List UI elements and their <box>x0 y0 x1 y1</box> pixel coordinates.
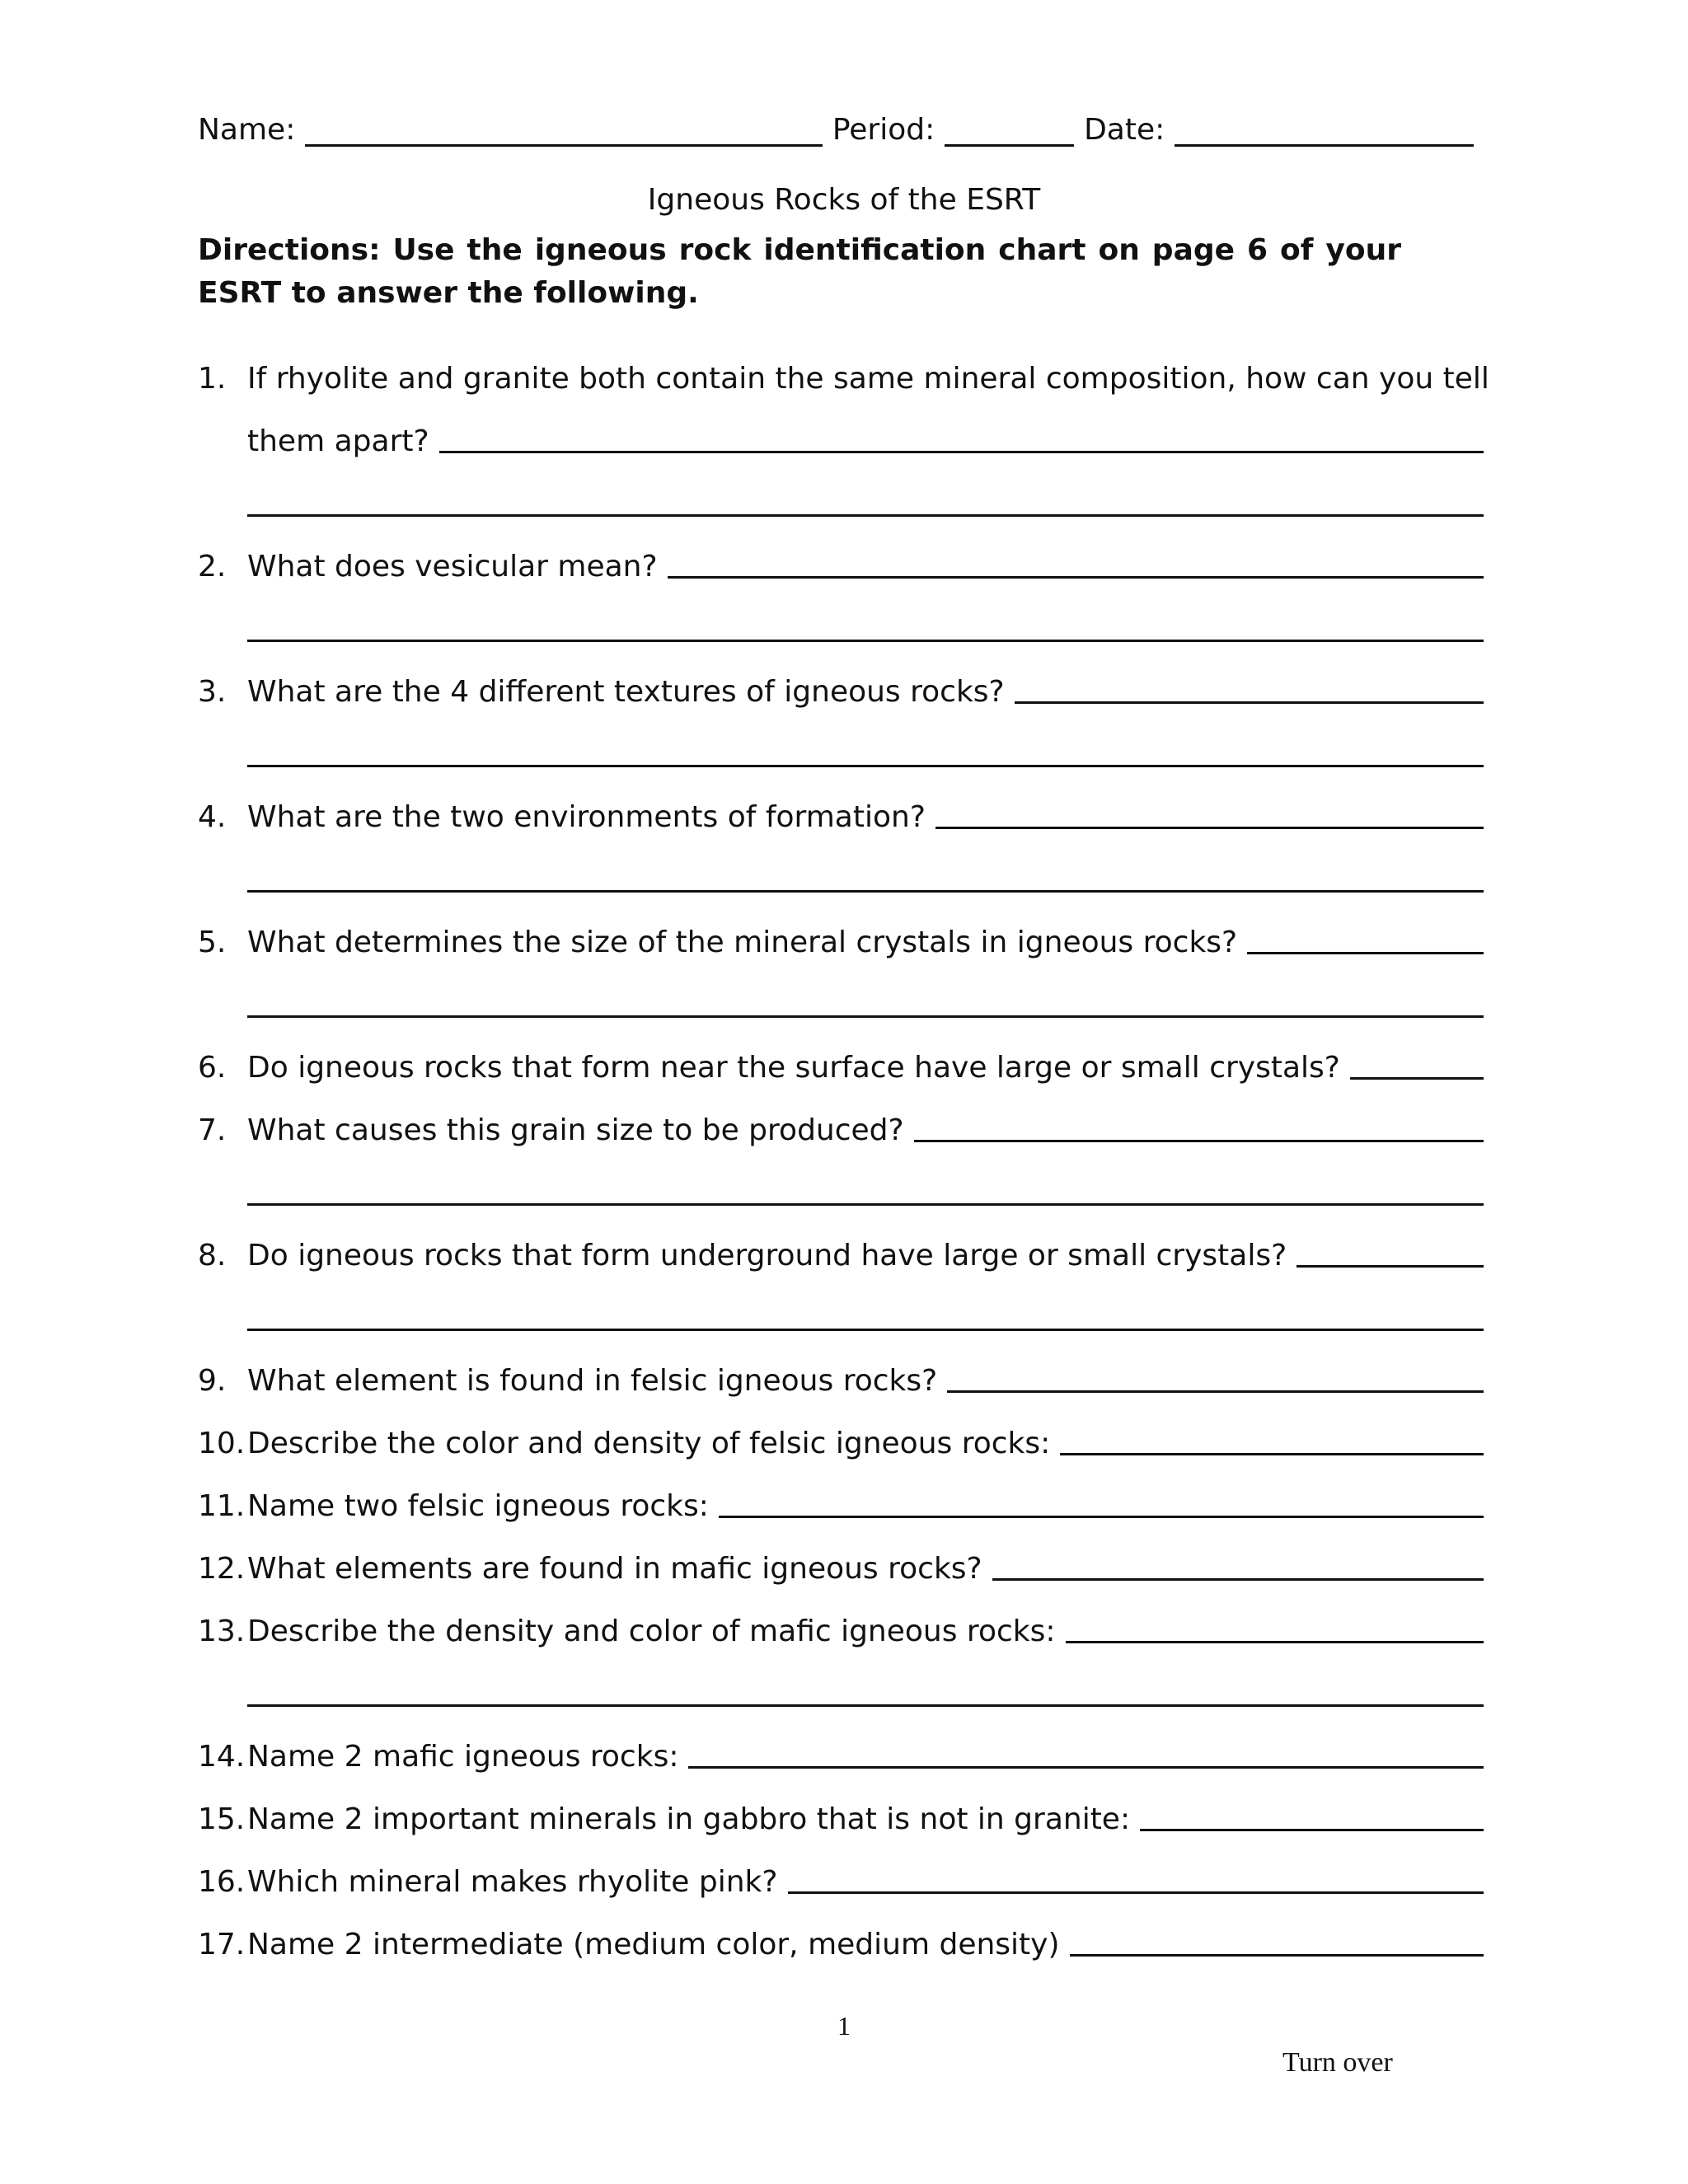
question-14 <box>198 1731 1484 1774</box>
question-number: 1. <box>198 362 227 396</box>
question-number: 17. <box>198 1928 246 1961</box>
question-text: What are the 4 different textures of igneous rocks? <box>247 675 1005 709</box>
question-17 <box>198 1919 1484 1961</box>
answer-line[interactable] <box>1015 701 1484 704</box>
answer-line[interactable] <box>1247 952 1484 954</box>
question-1 <box>198 353 1489 396</box>
answer-line[interactable] <box>439 451 1484 453</box>
question-text: What are the two environments of formation? <box>247 800 926 834</box>
question-9 <box>198 1355 1484 1398</box>
student-info-header <box>198 97 1484 147</box>
answer-line[interactable] <box>719 1516 1484 1518</box>
answer-line-extra[interactable] <box>247 890 1484 893</box>
question-15 <box>198 1793 1484 1836</box>
answer-line-extra[interactable] <box>247 1704 1484 1707</box>
question-text: Name 2 mafic igneous rocks: <box>247 1740 679 1774</box>
question-number: 15. <box>198 1802 246 1836</box>
question-8 <box>198 1230 1484 1272</box>
question-number: 12. <box>198 1552 246 1586</box>
answer-line[interactable] <box>1060 1453 1484 1455</box>
name-field[interactable] <box>305 111 822 147</box>
question-6 <box>198 1042 1484 1085</box>
date-label: Date: <box>1084 113 1165 147</box>
directions-text: Directions: Use the igneous rock identification chart on page 6 of your ESRT to answer the following. <box>198 233 1401 310</box>
answer-line-extra[interactable] <box>247 1203 1484 1206</box>
question-number: 4. <box>198 800 227 834</box>
question-text: If rhyolite and granite both contain the same mineral composition, how can you tell <box>247 362 1489 396</box>
answer-line[interactable] <box>1350 1077 1484 1080</box>
answer-line-extra[interactable] <box>247 765 1484 767</box>
question-text: What determines the size of the mineral crystals in igneous rocks? <box>247 926 1238 959</box>
question-text: What does vesicular mean? <box>247 550 658 583</box>
question-text: Describe the density and color of mafic igneous rocks: <box>247 1615 1056 1648</box>
worksheet-title: Igneous Rocks of the ESRT <box>647 183 1041 217</box>
question-text: What elements are found in mafic igneous rocks? <box>247 1552 982 1586</box>
question-text: What element is found in felsic igneous rocks? <box>247 1364 938 1398</box>
question-number: 10. <box>198 1427 246 1460</box>
answer-line[interactable] <box>947 1390 1484 1393</box>
question-text: Do igneous rocks that form underground have large or small crystals? <box>247 1239 1287 1272</box>
question-number: 14. <box>198 1740 246 1774</box>
answer-line[interactable] <box>914 1140 1484 1142</box>
question-3 <box>198 666 1484 709</box>
answer-line[interactable] <box>668 576 1484 579</box>
question-4 <box>198 791 1484 834</box>
question-5 <box>198 916 1484 959</box>
period-field[interactable] <box>945 111 1074 147</box>
answer-line-extra[interactable] <box>247 640 1484 642</box>
question-number: 11. <box>198 1489 246 1523</box>
name-label: Name: <box>198 113 296 147</box>
answer-line[interactable] <box>935 827 1484 829</box>
answer-line[interactable] <box>1066 1641 1484 1643</box>
question-number: 2. <box>198 550 227 583</box>
answer-line[interactable] <box>1296 1265 1484 1268</box>
question-number: 6. <box>198 1051 227 1085</box>
date-field[interactable] <box>1175 111 1474 147</box>
answer-line[interactable] <box>788 1891 1484 1894</box>
question-number: 5. <box>198 926 227 959</box>
question-text: Name 2 important minerals in gabbro that is not in granite: <box>247 1802 1131 1836</box>
period-label: Period: <box>832 113 935 147</box>
answer-line[interactable] <box>1140 1829 1484 1831</box>
answer-line-extra[interactable] <box>247 1329 1484 1331</box>
question-number: 9. <box>198 1364 227 1398</box>
question-number: 3. <box>198 675 227 709</box>
question-text: What causes this grain size to be produced? <box>247 1113 904 1147</box>
question-text: them apart? <box>247 424 429 458</box>
question-13 <box>198 1605 1484 1648</box>
question-number: 16. <box>198 1865 246 1899</box>
question-text: Describe the color and density of felsic igneous rocks: <box>247 1427 1051 1460</box>
answer-line[interactable] <box>688 1766 1484 1769</box>
question-number: 13. <box>198 1615 246 1648</box>
question-number: 8. <box>198 1239 227 1272</box>
answer-line[interactable] <box>1070 1954 1484 1957</box>
question-10 <box>198 1418 1484 1460</box>
question-12 <box>198 1543 1484 1586</box>
question-number: 7. <box>198 1113 227 1147</box>
question-text: Name two felsic igneous rocks: <box>247 1489 709 1523</box>
question-16 <box>198 1856 1484 1899</box>
question-1-continued <box>198 415 1484 458</box>
question-11 <box>198 1480 1484 1523</box>
answer-line-extra[interactable] <box>247 1015 1484 1018</box>
turn-over-note: Turn over <box>1282 2047 1393 2078</box>
question-text: Name 2 intermediate (medium color, medium density) <box>247 1928 1060 1961</box>
answer-line-extra[interactable] <box>247 514 1484 517</box>
question-7 <box>198 1104 1484 1147</box>
page-number: 1 <box>837 2011 851 2041</box>
question-text: Do igneous rocks that form near the surface have large or small crystals? <box>247 1051 1340 1085</box>
question-text: Which mineral makes rhyolite pink? <box>247 1865 778 1899</box>
answer-line[interactable] <box>992 1578 1484 1581</box>
question-2 <box>198 541 1484 583</box>
